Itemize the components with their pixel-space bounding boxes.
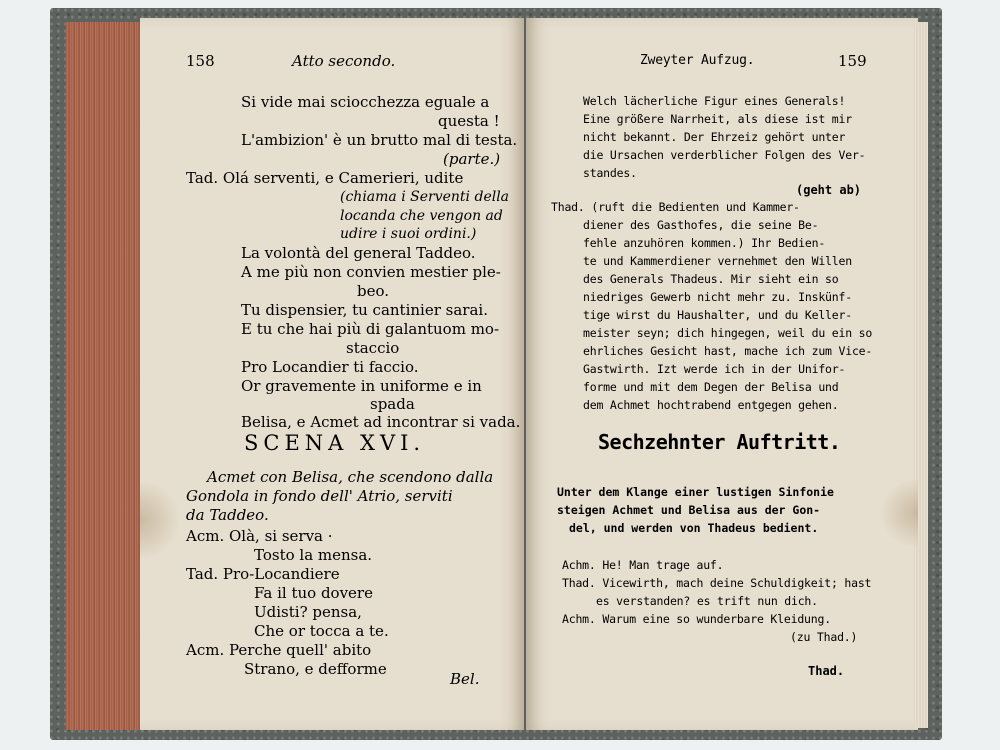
dialogue-line: Tosto la mensa. [254,546,373,564]
scene-heading-left: SCENA XVI. [244,431,426,455]
text-line: die Ursachen verderblicher Folgen des Ver- [583,148,866,162]
stage-direction: da Taddeo. [186,506,269,524]
text-line: Pro Locandier ti faccio. [241,358,419,376]
text-line: meister seyn; dich hingegen, weil du ein so [583,326,873,340]
text-line: forme und mit dem Degen der Belisa und [583,380,839,394]
stage-direction: del, und werden von Thadeus bedient. [569,521,819,535]
stage-direction: (geht ab) [796,183,862,197]
running-head-right: Zweyter Aufzug. [640,53,755,68]
text-line: A me più non convien mestier ple- [241,263,501,281]
dialogue-line: Che or tocca a te. [254,622,389,640]
text-line: tige wirst du Haushalter, und du Keller- [583,308,852,322]
dialogue-line: Udisti? pensa, [254,603,362,621]
text-line: Belisa, e Acmet ad incontrar si vada. [241,413,521,431]
catchword-left: Bel. [450,670,480,688]
stage-direction: (parte.) [443,150,501,168]
dialogue-line: (zu Thad.) [790,630,858,644]
stage-direction: (chiama i Serventi della [340,189,510,205]
stage-direction: locanda che vengon ad [340,208,503,224]
text-line: Si vide mai sciocchezza eguale a [241,93,490,111]
dialogue-line: es verstanden? es trift nun dich. [596,594,818,608]
text-line: staccio [346,339,400,357]
text-line: diener des Gasthofes, die seine Be- [583,218,819,232]
dialogue-line: Acm. Olà, si serva · [186,527,333,545]
page-number-left: 158 [186,52,215,70]
text-line: E tu che hai più di galantuom mo- [241,320,500,338]
text-line: Tu dispensier, tu cantinier sarai. [241,301,488,319]
text-line: Thad. (ruft die Bedienten und Kammer- [551,200,800,214]
dialogue-line: Thad. Vicewirth, mach deine Schuldigkeit; hast [562,576,872,590]
text-line: L'ambizion' è un brutto mal di testa. [241,131,518,149]
dialogue-line: Achm. He! Man trage auf. [562,558,724,572]
text-line: te und Kammerdiener vernehmet den Willen [583,254,852,268]
water-stain-right [880,478,918,548]
text-line: spada [370,395,415,413]
text-line: ehrliches Gesicht hast, mache ich zum Vice- [583,344,873,358]
dialogue-line: Strano, e defforme [244,660,387,678]
text-line: dem Achmet hochtrabend entgegen gehen. [583,398,839,412]
text-line: niedriges Gewerb nicht mehr zu. Inskünf- [583,290,852,304]
text-line: Welch lächerliche Figur eines Generals! [583,94,846,108]
catchword-right: Thad. [808,664,845,678]
stage-direction: steigen Achmet und Belisa aus der Gon- [557,503,821,517]
dialogue-line: Tad. Pro-Locandiere [186,565,340,583]
text-line: des Generals Thadeus. Mir sieht ein so [583,272,839,286]
page-block-edge-left [66,22,140,730]
page-block-edge-right [914,22,928,728]
stage-direction: Unter dem Klange einer lustigen Sinfonie [557,485,834,499]
scene-heading-right: Sechzehnter Auftritt. [598,430,841,454]
text-line: standes. [583,166,637,180]
text-line: fehle anzuhören kommen.) Ihr Bedien- [583,236,826,250]
page-number-right: 159 [838,52,867,70]
text-line: questa ! [438,112,500,130]
text-line: Or gravemente in uniforme e in [241,377,482,395]
dialogue-line: Fa il tuo dovere [254,584,373,602]
stage-direction: Gondola in fondo dell' Atrio, serviti [186,487,453,505]
dialogue-line: Achm. Warum eine so wunderbare Kleidung. [562,612,831,626]
water-stain-left [140,480,180,560]
text-line: beo. [357,282,390,300]
text-line: Tad. Olá serventi, e Camerieri, udite [186,169,464,187]
stage-direction: udire i suoi ordini.) [340,226,477,242]
stage-direction: Acmet con Belisa, che scendono dalla [207,468,494,486]
dialogue-line: Acm. Perche quell' abito [186,641,372,659]
text-line: nicht bekannt. Der Ehrzeiz gehört unter [583,130,846,144]
text-line: Gastwirth. Izt werde ich in der Unifor- [583,362,846,376]
running-head-left: Atto secondo. [292,52,396,70]
text-line: Eine größere Narrheit, als diese ist mir [583,112,852,126]
text-line: La volontà del general Taddeo. [241,244,476,262]
